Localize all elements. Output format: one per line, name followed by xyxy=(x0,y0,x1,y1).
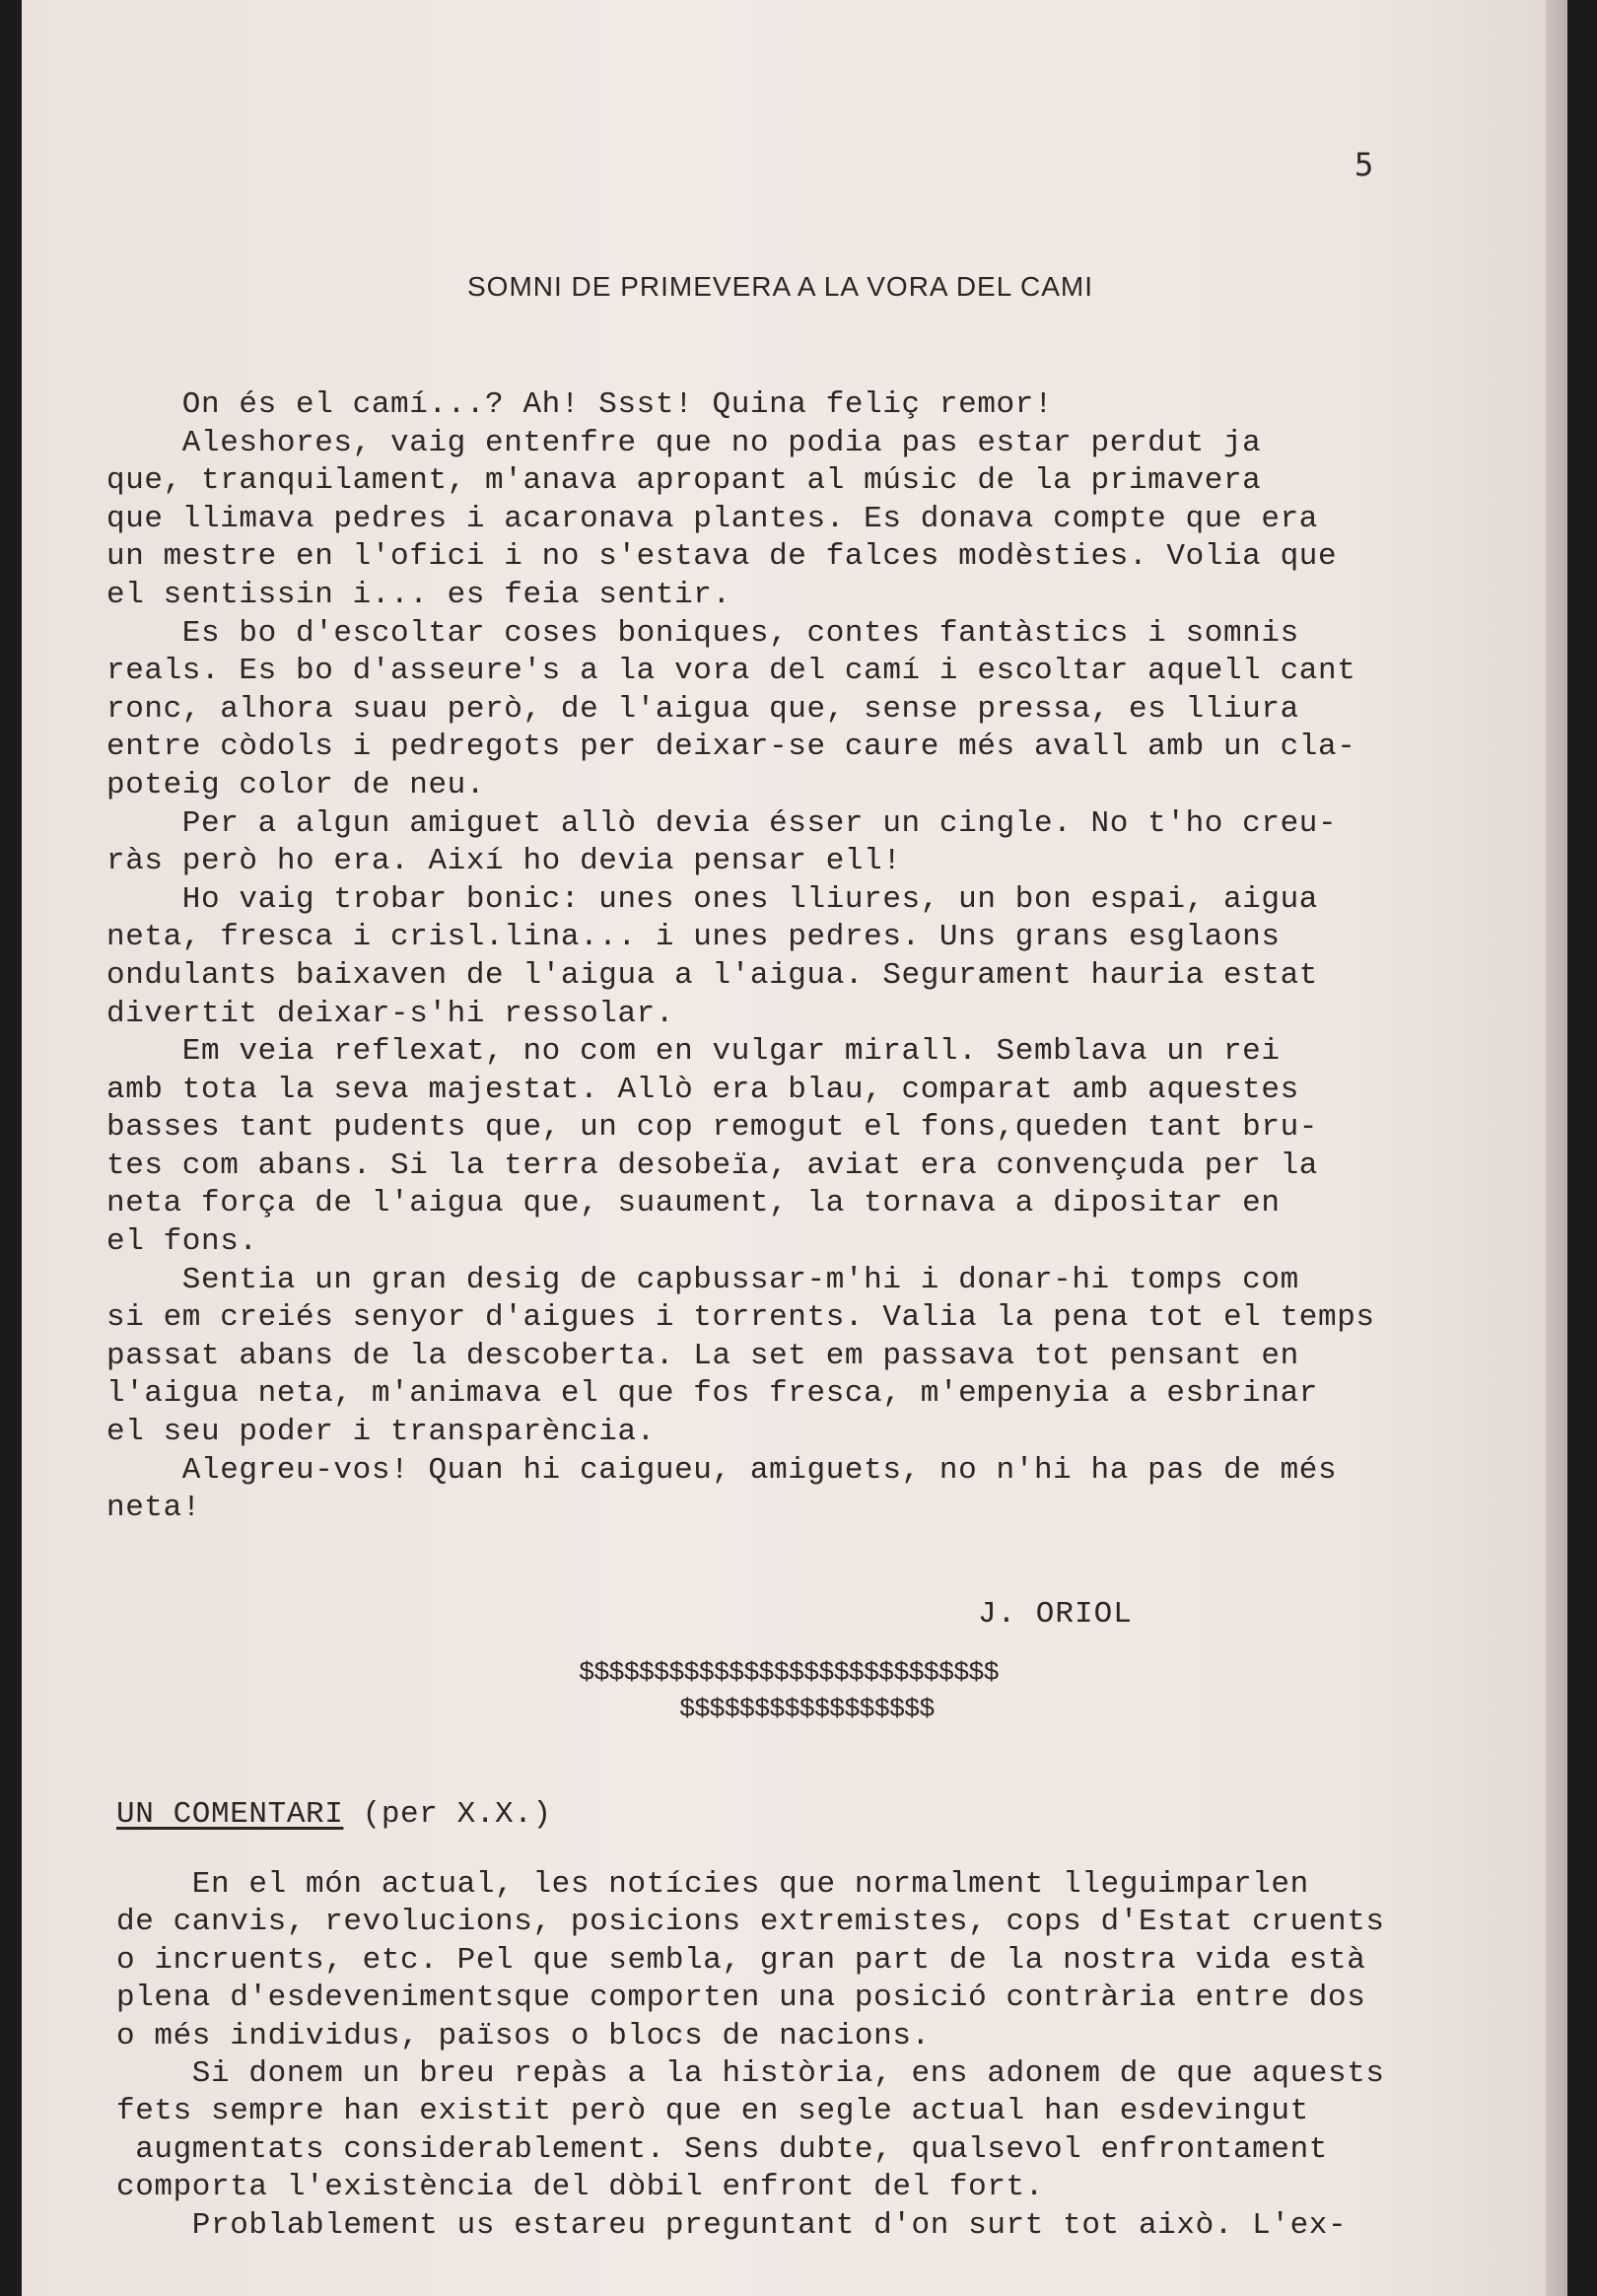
text-line: entre còdols i pedregots per deixar-se caure més avall amb un cla- xyxy=(106,730,1356,765)
author-signature: J. ORIOL xyxy=(978,1597,1133,1632)
text-line: Es bo d'escoltar coses boniques, contes fantàstics i somnis xyxy=(106,615,1299,651)
text-line: un mestre en l'ofici i no s'estava de falces modèsties. Volia que xyxy=(106,539,1338,575)
article-title: SOMNI DE PRIMEVERA A LA VORA DEL CAMI xyxy=(467,271,1094,302)
text-line: En el món actual, les notícies que normalment lleguimparlen xyxy=(116,1867,1309,1902)
text-line: el seu poder i transparència. xyxy=(106,1415,656,1450)
text-line: o incruents, etc. Pel que sembla, gran part de la nostra vida està xyxy=(116,1942,1366,1978)
text-line: fets sempre han existit però que en segle actual han esdevingut xyxy=(116,2094,1309,2129)
text-line: que llimava pedres i acaronava plantes. Es donava compte que era xyxy=(106,501,1318,536)
text-line: Alegreu-vos! Quan hi caigueu, amiguets, no n'hi ha pas de més xyxy=(106,1452,1338,1488)
section-heading-title: UN COMENTARI xyxy=(116,1797,344,1832)
text-line: reals. Es bo d'asseure's a la vora del camí i escoltar aquell cant xyxy=(106,654,1356,689)
text-line: Sentia un gran desig de capbussar-m'hi i donar-hi tomps com xyxy=(106,1262,1299,1297)
commentary-body xyxy=(116,1866,1526,2245)
text-line: augmentats considerablement. Sens dubte, qualsevol enfrontament xyxy=(116,2131,1328,2167)
separator-line-1: $$$$$$$$$$$$$$$$$$$$$$$$$$$$ xyxy=(579,1659,999,1689)
text-line: On és el camí...? Ah! Ssst! Quina feliç remor! xyxy=(106,387,1054,422)
text-line: divertit deixar-s'hi ressolar. xyxy=(106,996,675,1031)
text-line: el sentissin i... es feia sentir. xyxy=(106,577,731,612)
text-line: plena d'esdevenimentsque comporten una posició contrària entre dos xyxy=(116,1981,1366,2016)
text-line: o més individus, països o blocs de nacions. xyxy=(116,2018,931,2053)
text-line: amb tota la seva majestat. Allò era blau, comparat amb aquestes xyxy=(106,1072,1299,1107)
text-line: neta! xyxy=(106,1491,202,1526)
section-heading xyxy=(116,1797,552,1832)
text-line: ronc, alhora suau però, de l'aigua que, sense pressa, es lliura xyxy=(106,691,1299,727)
section-heading-author: (per X.X.) xyxy=(343,1797,552,1832)
text-line: ràs però ho era. Així ho devia pensar ell! xyxy=(106,844,902,879)
text-line: el fons. xyxy=(106,1224,258,1260)
text-line: neta, fresca i crisl.lina... i unes pedres. Uns grans esglaons xyxy=(106,920,1281,955)
text-line: que, tranquilament, m'anava apropant al músic de la primavera xyxy=(106,463,1262,499)
page-number: 5 xyxy=(1354,146,1374,183)
text-line: ondulants baixaven de l'aigua a l'aigua. Segurament hauria estat xyxy=(106,957,1318,993)
text-line: poteig color de neu. xyxy=(106,767,486,802)
text-line: Ho vaig trobar bonic: unes ones lliures, un bon espai, aigua xyxy=(106,881,1318,917)
text-line: de canvis, revolucions, posicions extremistes, cops d'Estat cruents xyxy=(116,1905,1385,1940)
separator-line-2: $$$$$$$$$$$$$$$$$ xyxy=(679,1696,935,1725)
document-page xyxy=(22,0,1567,2296)
text-line: tes com abans. Si la terra desobeïa, aviat era convençuda per la xyxy=(106,1148,1318,1183)
text-line: passat abans de la descoberta. La set em passava tot pensant en xyxy=(106,1338,1299,1373)
text-line: basses tant pudents que, un cop remogut el fons,queden tant bru- xyxy=(106,1110,1318,1146)
text-line: l'aigua neta, m'animava el que fos fresca, m'empenyia a esbrinar xyxy=(106,1376,1318,1412)
text-line: si em creiés senyor d'aigues i torrents. Valia la pena tot el temps xyxy=(106,1300,1375,1336)
text-line: Aleshores, vaig entenfre que no podia pas estar perdut ja xyxy=(106,425,1262,460)
text-line: Em veia reflexat, no com en vulgar mirall. Semblava un rei xyxy=(106,1034,1281,1070)
text-line: neta força de l'aigua que, suaument, la tornava a dipositar en xyxy=(106,1186,1281,1221)
page-content xyxy=(22,0,1567,2296)
text-line: Per a algun amiguet allò devia ésser un cingle. No t'ho creu- xyxy=(106,805,1338,841)
text-line: comporta l'existència del dòbil enfront del fort. xyxy=(116,2170,1044,2205)
article-body xyxy=(106,386,1516,1528)
text-line: Si donem un breu repàs a la història, ens adonem de que aquests xyxy=(116,2056,1385,2092)
text-line: Problablement us estareu preguntant d'on surt tot això. L'ex- xyxy=(116,2207,1348,2243)
